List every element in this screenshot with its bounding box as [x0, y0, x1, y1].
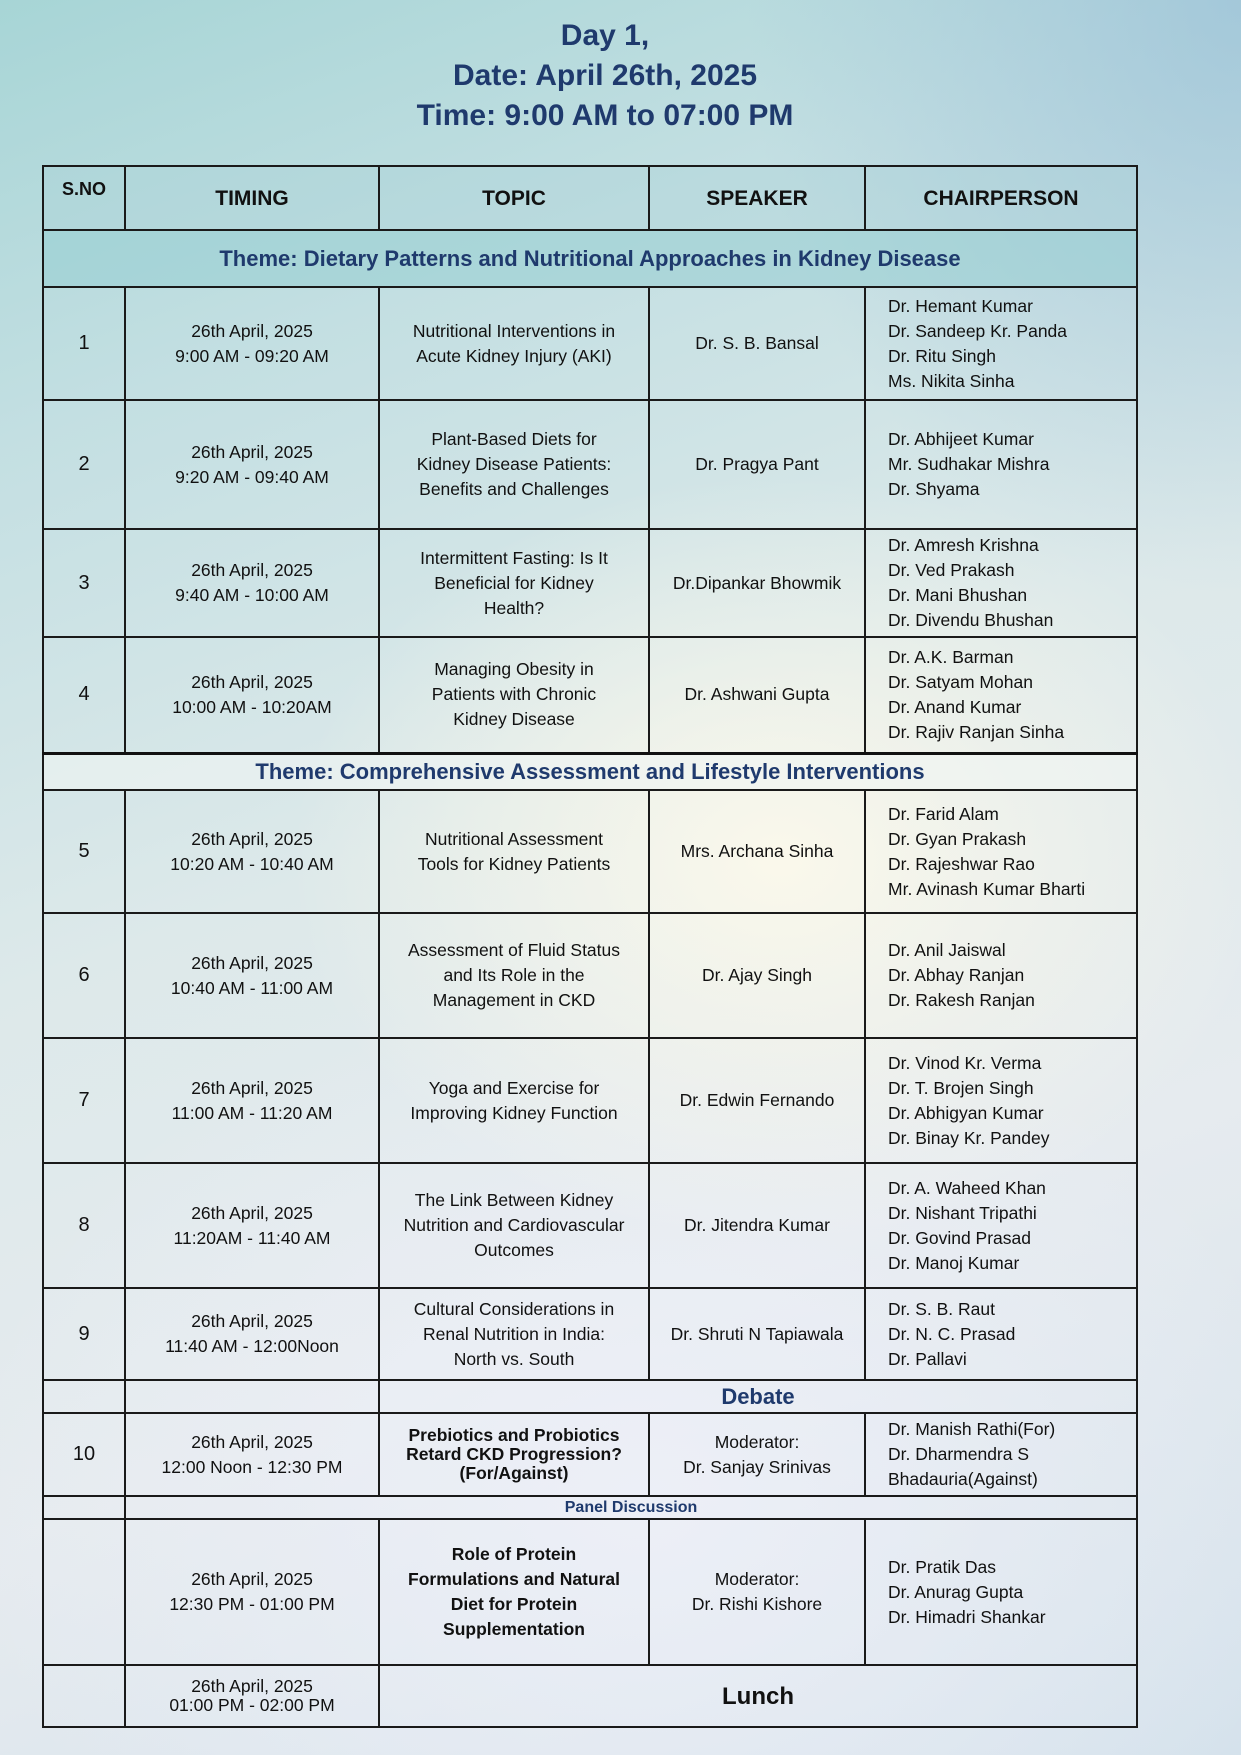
timing-line: 26th April, 2025	[191, 441, 313, 462]
timing-line: 11:40 AM - 12:00Noon	[165, 1336, 339, 1356]
session-row	[43, 913, 1137, 1038]
empty-cell	[125, 1380, 379, 1413]
date-title: Date: April 26th, 2025	[453, 59, 757, 92]
session-row	[43, 637, 1137, 753]
chairperson-name: Dr. Dharmendra S	[888, 1444, 1030, 1464]
session-topic	[379, 913, 649, 1038]
chairperson-name: Mr. Avinash Kumar Bharti	[888, 878, 1086, 899]
session-chairpersons	[865, 1163, 1137, 1288]
chairperson-name: Dr. A. Waheed Khan	[888, 1177, 1046, 1198]
col-header-chairperson: CHAIRPERSON	[865, 166, 1137, 230]
session-topic	[379, 529, 649, 637]
topic-line: Kidney Disease Patients:	[416, 454, 612, 474]
theme-row	[43, 230, 1137, 287]
session-timing	[125, 1519, 379, 1665]
session-timing	[125, 790, 379, 913]
session-topic	[379, 637, 649, 753]
chairperson-name: Dr. Mani Bhushan	[888, 585, 1028, 605]
topic-line: Management in CKD	[432, 990, 596, 1010]
session-speaker: Dr. Jitendra Kumar	[649, 1163, 865, 1288]
day-title: Day 1,	[560, 19, 650, 52]
debate-label: Debate	[379, 1380, 1137, 1413]
chairperson-name: Dr. Nishant Tripathi	[888, 1202, 1037, 1223]
panel-label-row	[43, 1496, 1137, 1519]
chairperson-name: Dr. Pallavi	[888, 1348, 967, 1369]
chairperson-name: Mr. Sudhakar Mishra	[888, 454, 1050, 474]
session-chairpersons	[865, 529, 1137, 637]
chairperson-name: Dr. Ritu Singh	[888, 345, 996, 366]
chairperson-name: Dr. Satyam Mohan	[888, 671, 1033, 692]
session-chairpersons	[865, 1038, 1137, 1163]
chairperson-name: Dr. Shyama	[888, 479, 980, 499]
timing-line: 26th April, 2025	[191, 1202, 313, 1223]
chairperson-name: Dr. Abhijeet Kumar	[888, 429, 1034, 449]
debate-row	[43, 1413, 1137, 1496]
session-chairpersons	[865, 637, 1137, 753]
chairperson-name: Dr. Binay Kr. Pandey	[888, 1127, 1050, 1148]
session-speaker: Dr.Dipankar Bhowmik	[649, 529, 865, 637]
topic-line: Assessment of Fluid Status	[407, 940, 621, 960]
session-row	[43, 400, 1137, 529]
theme-2-label: Theme: Comprehensive Assessment and Lifestyle Interventions	[43, 753, 1137, 790]
topic-line: Acute Kidney Injury (AKI)	[416, 345, 612, 366]
timing-line: 26th April, 2025	[191, 1311, 313, 1331]
timing-line: 01:00 PM - 02:00 PM	[169, 1695, 335, 1715]
chairperson-name: Dr. Anand Kumar	[888, 696, 1022, 717]
chairperson-name: Dr. Manish Rathi(For)	[888, 1419, 1056, 1439]
timing-line: 26th April, 2025	[191, 1077, 313, 1098]
topic-line: Role of Protein	[451, 1544, 577, 1564]
session-chairpersons	[865, 287, 1137, 400]
session-timing	[125, 287, 379, 400]
topic-line: Formulations and Natural	[408, 1569, 620, 1589]
topic-line: Yoga and Exercise for	[428, 1077, 600, 1098]
session-timing	[125, 1038, 379, 1163]
session-timing	[125, 529, 379, 637]
topic-line: Plant-Based Diets for	[431, 429, 597, 449]
moderator-line: Moderator:	[714, 1569, 800, 1589]
topic-line: (For/Against)	[459, 1463, 569, 1483]
topic-line: Managing Obesity in	[434, 659, 594, 680]
theme-1-label: Theme: Dietary Patterns and Nutritional Approaches in Kidney Disease	[43, 230, 1137, 287]
debate-moderator	[649, 1413, 865, 1496]
session-topic	[379, 1288, 649, 1380]
topic-line: Kidney Disease	[453, 709, 575, 730]
col-header-speaker: SPEAKER	[649, 166, 865, 230]
topic-line: Health?	[483, 597, 545, 618]
topic-line: Outcomes	[474, 1240, 554, 1260]
topic-line: Prebiotics and Probiotics	[408, 1425, 620, 1445]
session-chairpersons	[865, 1288, 1137, 1380]
debate-chairpersons	[865, 1413, 1137, 1496]
col-header-timing: TIMING	[125, 166, 379, 230]
chairperson-name: Dr. Pratik Das	[888, 1556, 996, 1577]
session-topic	[379, 400, 649, 529]
topic-line: Benefits and Challenges	[419, 479, 609, 499]
chairperson-name: Dr. T. Brojen Singh	[888, 1077, 1034, 1098]
theme-row	[43, 753, 1137, 790]
session-number: 5	[43, 790, 125, 913]
chairperson-name: Dr. N. C. Prasad	[888, 1323, 1016, 1344]
panel-row	[43, 1519, 1137, 1665]
topic-line: Improving Kidney Function	[410, 1102, 618, 1123]
session-topic	[379, 790, 649, 913]
session-row	[43, 790, 1137, 913]
chairperson-name: Dr. Farid Alam	[888, 803, 999, 824]
panel-topic	[379, 1519, 649, 1665]
moderator-line: Dr. Rishi Kishore	[691, 1594, 823, 1614]
empty-cell	[43, 1380, 125, 1413]
chairperson-name: Dr. Hemant Kumar	[888, 295, 1033, 316]
chairperson-name: Dr. Rakesh Ranjan	[888, 990, 1035, 1010]
session-number: 3	[43, 529, 125, 637]
chairperson-name: Dr. Abhigyan Kumar	[888, 1102, 1044, 1123]
timing-line: 12:00 Noon - 12:30 PM	[161, 1456, 343, 1477]
chairperson-name: Dr. Rajiv Ranjan Sinha	[888, 721, 1065, 742]
chairperson-name: Dr. Anurag Gupta	[888, 1581, 1024, 1602]
topic-line: Nutrition and Cardiovascular	[403, 1215, 625, 1235]
session-timing	[125, 637, 379, 753]
topic-line: Tools for Kidney Patients	[417, 853, 611, 874]
debate-label-row	[43, 1380, 1137, 1413]
session-chairpersons	[865, 400, 1137, 529]
timing-line: 9:40 AM - 10:00 AM	[175, 585, 329, 605]
session-number: 2	[43, 400, 125, 529]
session-timing	[125, 1288, 379, 1380]
chairperson-name: Dr. Himadri Shankar	[888, 1606, 1046, 1627]
chairperson-name: Dr. S. B. Raut	[888, 1298, 995, 1319]
session-chairpersons	[865, 913, 1137, 1038]
timing-line: 26th April, 2025	[191, 560, 313, 580]
session-speaker: Dr. Edwin Fernando	[649, 1038, 865, 1163]
panel-moderator	[649, 1519, 865, 1665]
session-topic	[379, 1038, 649, 1163]
session-speaker: Dr. Ashwani Gupta	[649, 637, 865, 753]
topic-line: North vs. South	[453, 1348, 575, 1369]
chairperson-name: Dr. A.K. Barman	[888, 646, 1014, 667]
timing-line: 12:30 PM - 01:00 PM	[169, 1594, 335, 1614]
session-timing	[125, 913, 379, 1038]
chairperson-name: Dr. Amresh Krishna	[888, 535, 1039, 555]
timing-line: 26th April, 2025	[191, 1431, 313, 1452]
col-header-topic: TOPIC	[379, 166, 649, 230]
topic-line: Nutritional Interventions in	[412, 320, 616, 341]
timing-line: 26th April, 2025	[191, 952, 313, 973]
session-topic	[379, 1163, 649, 1288]
empty-cell	[43, 1665, 125, 1727]
timing-line: 26th April, 2025	[191, 1569, 313, 1589]
session-timing	[125, 1413, 379, 1496]
session-timing	[125, 400, 379, 529]
chairperson-name: Dr. Rajeshwar Rao	[888, 853, 1035, 874]
session-topic	[379, 287, 649, 400]
chairperson-name: Dr. Anil Jaiswal	[888, 940, 1006, 960]
chairperson-name: Dr. Vinod Kr. Verma	[888, 1052, 1042, 1073]
session-number: 10	[43, 1413, 125, 1496]
timing-line: 26th April, 2025	[191, 671, 313, 692]
topic-line: Diet for Protein	[450, 1594, 578, 1614]
chairperson-name: Dr. Sandeep Kr. Panda	[888, 320, 1068, 341]
session-row	[43, 287, 1137, 400]
session-speaker: Dr. Ajay Singh	[649, 913, 865, 1038]
chairperson-name: Dr. Divendu Bhushan	[888, 610, 1054, 630]
timing-line: 9:00 AM - 09:20 AM	[175, 345, 329, 366]
page-header	[0, 16, 1210, 136]
chairperson-name: Ms. Nikita Sinha	[888, 370, 1015, 391]
col-header-sno: S.NO	[43, 166, 125, 230]
session-number: 1	[43, 287, 125, 400]
empty-cell	[43, 1496, 125, 1519]
schedule-table	[42, 165, 1138, 1728]
panel-chairpersons	[865, 1519, 1137, 1665]
time-title: Time: 9:00 AM to 07:00 PM	[416, 99, 794, 132]
session-row	[43, 1163, 1137, 1288]
session-number: 9	[43, 1288, 125, 1380]
moderator-line: Dr. Sanjay Srinivas	[683, 1456, 831, 1477]
session-speaker: Dr. Pragya Pant	[649, 400, 865, 529]
timing-line: 10:40 AM - 11:00 AM	[170, 977, 334, 998]
topic-line: Beneficial for Kidney	[434, 572, 594, 593]
topic-line: Supplementation	[443, 1619, 585, 1639]
session-speaker: Dr. S. B. Bansal	[649, 287, 865, 400]
chairperson-name: Dr. Govind Prasad	[888, 1227, 1031, 1248]
session-number: 7	[43, 1038, 125, 1163]
chairperson-name: Dr. Abhay Ranjan	[888, 965, 1025, 985]
timing-line: 26th April, 2025	[191, 828, 313, 849]
topic-line: Nutritional Assessment	[425, 828, 603, 849]
timing-line: 10:00 AM - 10:20AM	[172, 696, 332, 717]
topic-line: The Link Between Kidney	[414, 1190, 614, 1210]
session-chairpersons	[865, 790, 1137, 913]
topic-line: Patients with Chronic	[431, 684, 597, 705]
session-timing	[125, 1163, 379, 1288]
lunch-timing	[125, 1665, 379, 1727]
chairperson-name: Bhadauria(Against)	[888, 1469, 1038, 1489]
topic-line: Retard CKD Progression?	[406, 1444, 622, 1464]
moderator-line: Moderator:	[714, 1431, 800, 1452]
topic-line: Cultural Considerations in	[413, 1298, 615, 1319]
session-number: 6	[43, 913, 125, 1038]
empty-cell	[43, 1519, 125, 1665]
timing-line: 11:20AM - 11:40 AM	[173, 1227, 331, 1248]
timing-line: 26th April, 2025	[191, 1676, 313, 1696]
session-row	[43, 1038, 1137, 1163]
chairperson-name: Dr. Manoj Kumar	[888, 1252, 1020, 1273]
table-header-row	[43, 166, 1137, 230]
topic-line: Intermittent Fasting: Is It	[420, 547, 608, 568]
session-speaker: Dr. Shruti N Tapiawala	[649, 1288, 865, 1380]
session-row	[43, 529, 1137, 637]
debate-topic	[379, 1413, 649, 1496]
timing-line: 11:00 AM - 11:20 AM	[171, 1102, 333, 1123]
timing-line: 10:20 AM - 10:40 AM	[170, 853, 334, 874]
chairperson-name: Dr. Ved Prakash	[888, 560, 1015, 580]
timing-line: 26th April, 2025	[191, 320, 313, 341]
session-speaker: Mrs. Archana Sinha	[649, 790, 865, 913]
topic-line: Renal Nutrition in India:	[423, 1323, 605, 1344]
lunch-label: Lunch	[379, 1665, 1137, 1727]
chairperson-name: Dr. Gyan Prakash	[888, 828, 1027, 849]
timing-line: 9:20 AM - 09:40 AM	[175, 466, 329, 487]
topic-line: and Its Role in the	[443, 965, 585, 985]
session-number: 4	[43, 637, 125, 753]
panel-discussion-label: Panel Discussion	[125, 1496, 1137, 1519]
session-row	[43, 1288, 1137, 1380]
session-number: 8	[43, 1163, 125, 1288]
lunch-row	[43, 1665, 1137, 1727]
